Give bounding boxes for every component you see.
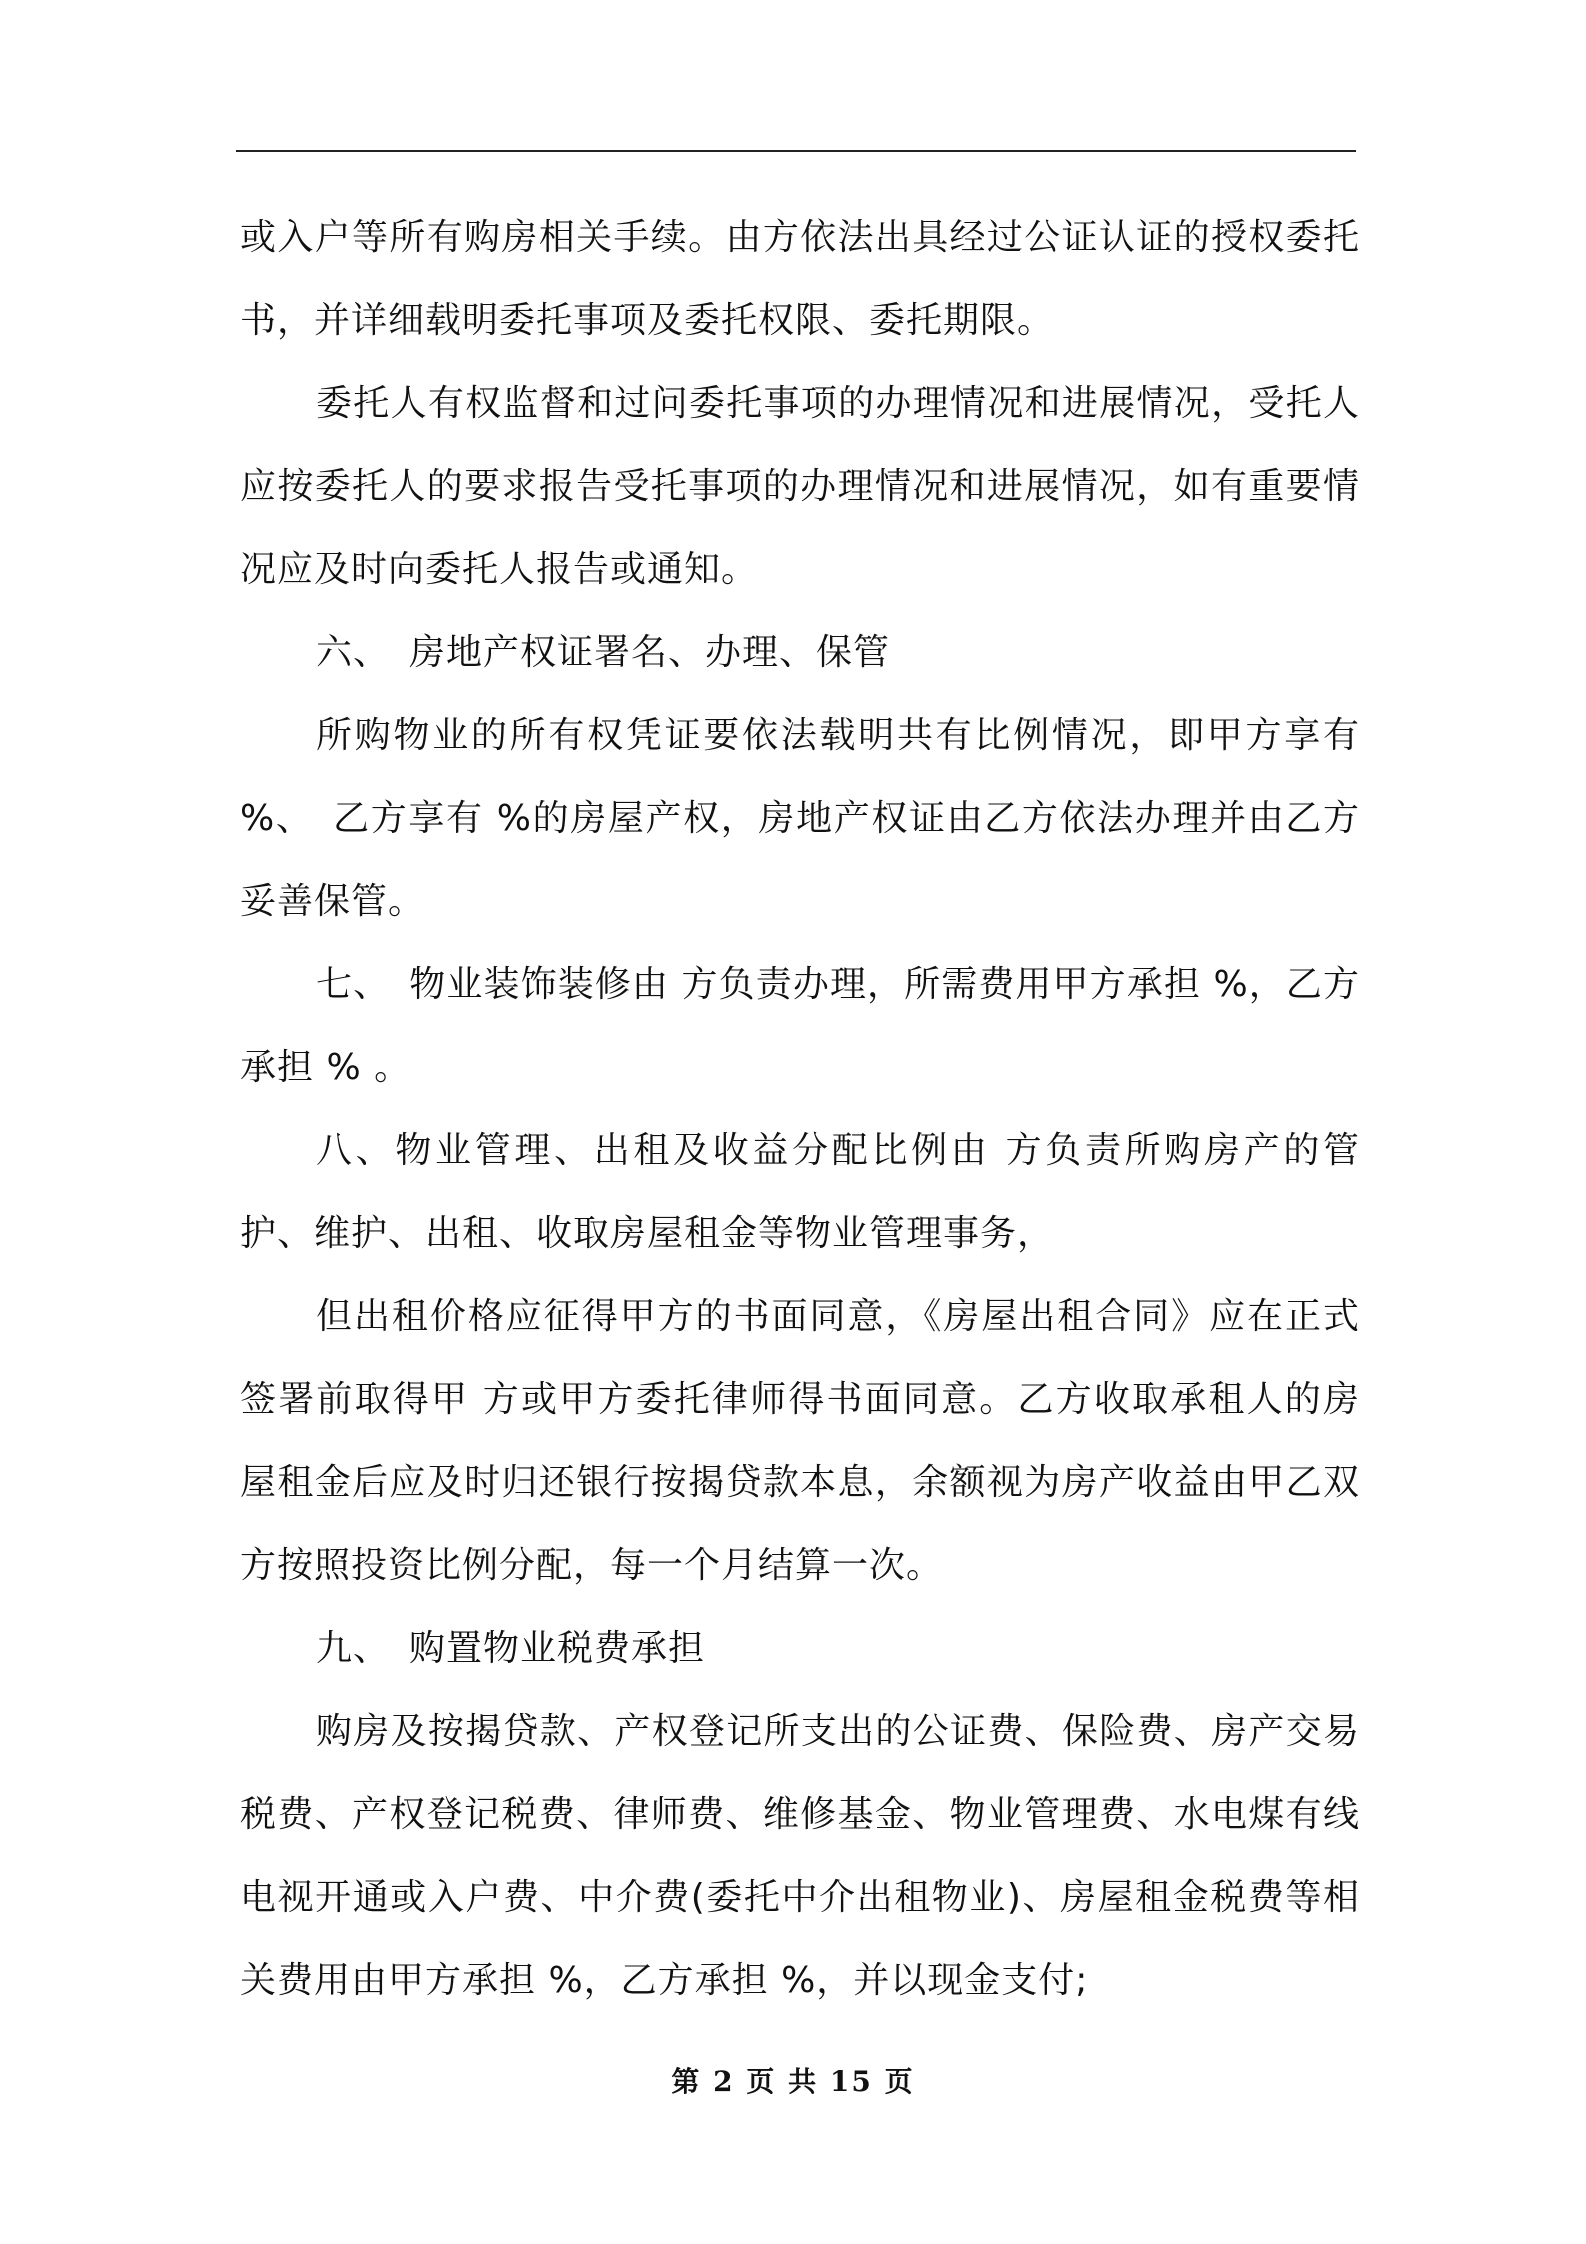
section-7: 七、 物业装饰装修由 方负责办理，所需费用甲方承担 %，乙方承担 % 。 <box>240 964 1360 1088</box>
paragraph-4: 所购物业的所有权凭证要依法载明共有比例情况，即甲方享有 %、 乙方享有 %的房屋产权，房地产权证由乙方依法办理并由乙方妥善保管。 <box>240 715 1360 922</box>
paragraph-7: 但出租价格应征得甲方的书面同意，《房屋出租合同》应在正式签署前取得甲 方或甲方委托律师得书面同意。乙方收取承租人的房屋租金后应及时归还银行按揭贷款本息，余额视为房产收益由甲乙双方按照投资比例分配，每一个月结算一次。 <box>240 1296 1360 1586</box>
header-rule <box>236 150 1356 152</box>
paragraph-9: 购房及按揭贷款、产权登记所支出的公证费、保险费、房产交易税费、产权登记税费、律师费、维修基金、物业管理费、水电煤有线电视开通或入户费、中介费(委托中介出租物业)、房屋租金税费等相关费用由甲方承担 %，乙方承担 %，并以现金支付; <box>240 1711 1360 2001</box>
body-text <box>240 196 1360 2022</box>
section-heading-6: 六、 房地产权证署名、办理、保管 <box>316 632 891 673</box>
paragraph-2: 委托人有权监督和过问委托事项的办理情况和进展情况，受托人应按委托人的要求报告受托事项的办理情况和进展情况，如有重要情况应及时向委托人报告或通知。 <box>240 383 1360 590</box>
paragraph-1: 或入户等所有购房相关手续。由方依法出具经过公证认证的授权委托书，并详细载明委托事项及委托权限、委托期限。 <box>240 217 1360 341</box>
section-heading-9: 九、 购置物业税费承担 <box>316 1628 706 1669</box>
section-8: 八、物业管理、出租及收益分配比例由 方负责所购房产的管护、维护、出租、收取房屋租金等物业管理事务， <box>240 1130 1360 1254</box>
page-number: 第 2 页 共 15 页 <box>671 2065 915 2098</box>
